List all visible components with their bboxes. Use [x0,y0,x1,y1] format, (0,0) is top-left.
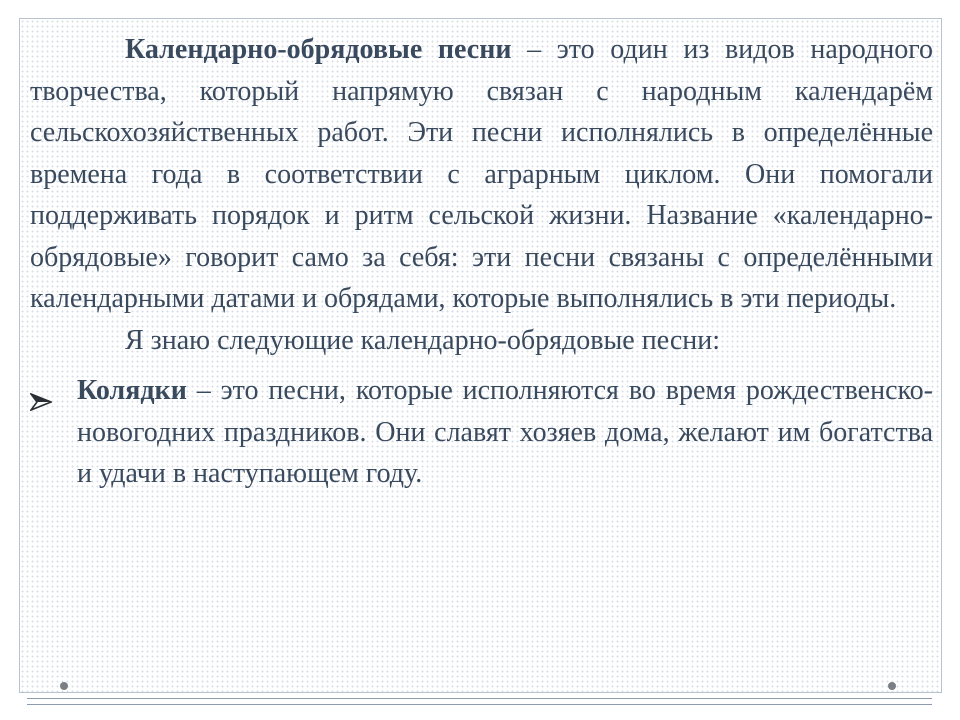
definition-term: Календарно-обрядовые песни [125,34,512,65]
list-item-koliadki [30,370,933,495]
list-item-description: – это песни, которые исполняются во время рождественско-новогодних праздников. Они славят хозяев дома, желают им богатства и удачи в наступающем году. [77,375,933,489]
definition-text: – это один из видов народного творчества, который напрямую связан с народным календарём сельскохозяйственных работ. Эти песни исполнялись в определённые времена года в соответствии с аграрным циклом. Они помогали поддерживать порядок и ритм сельской жизни. Название «календарно-обрядовые» говорит само за себя: эти песни связаны с определёнными календарными датами и обрядами, которые выполнялись в эти периоды. [30,34,933,314]
footer-rule-top [27,698,932,699]
slide-body [30,29,933,495]
right-dot-ornament [888,682,896,690]
left-dot-ornament [60,682,68,690]
intro-line: Я знаю следующие календарно-обрядовые песни: [125,324,720,356]
definition-paragraph [30,29,933,320]
footer-rule-bottom [27,704,932,705]
list-item-text [77,370,933,495]
list-item-term: Колядки [77,375,187,406]
arrowhead-bullet-icon [30,382,52,400]
